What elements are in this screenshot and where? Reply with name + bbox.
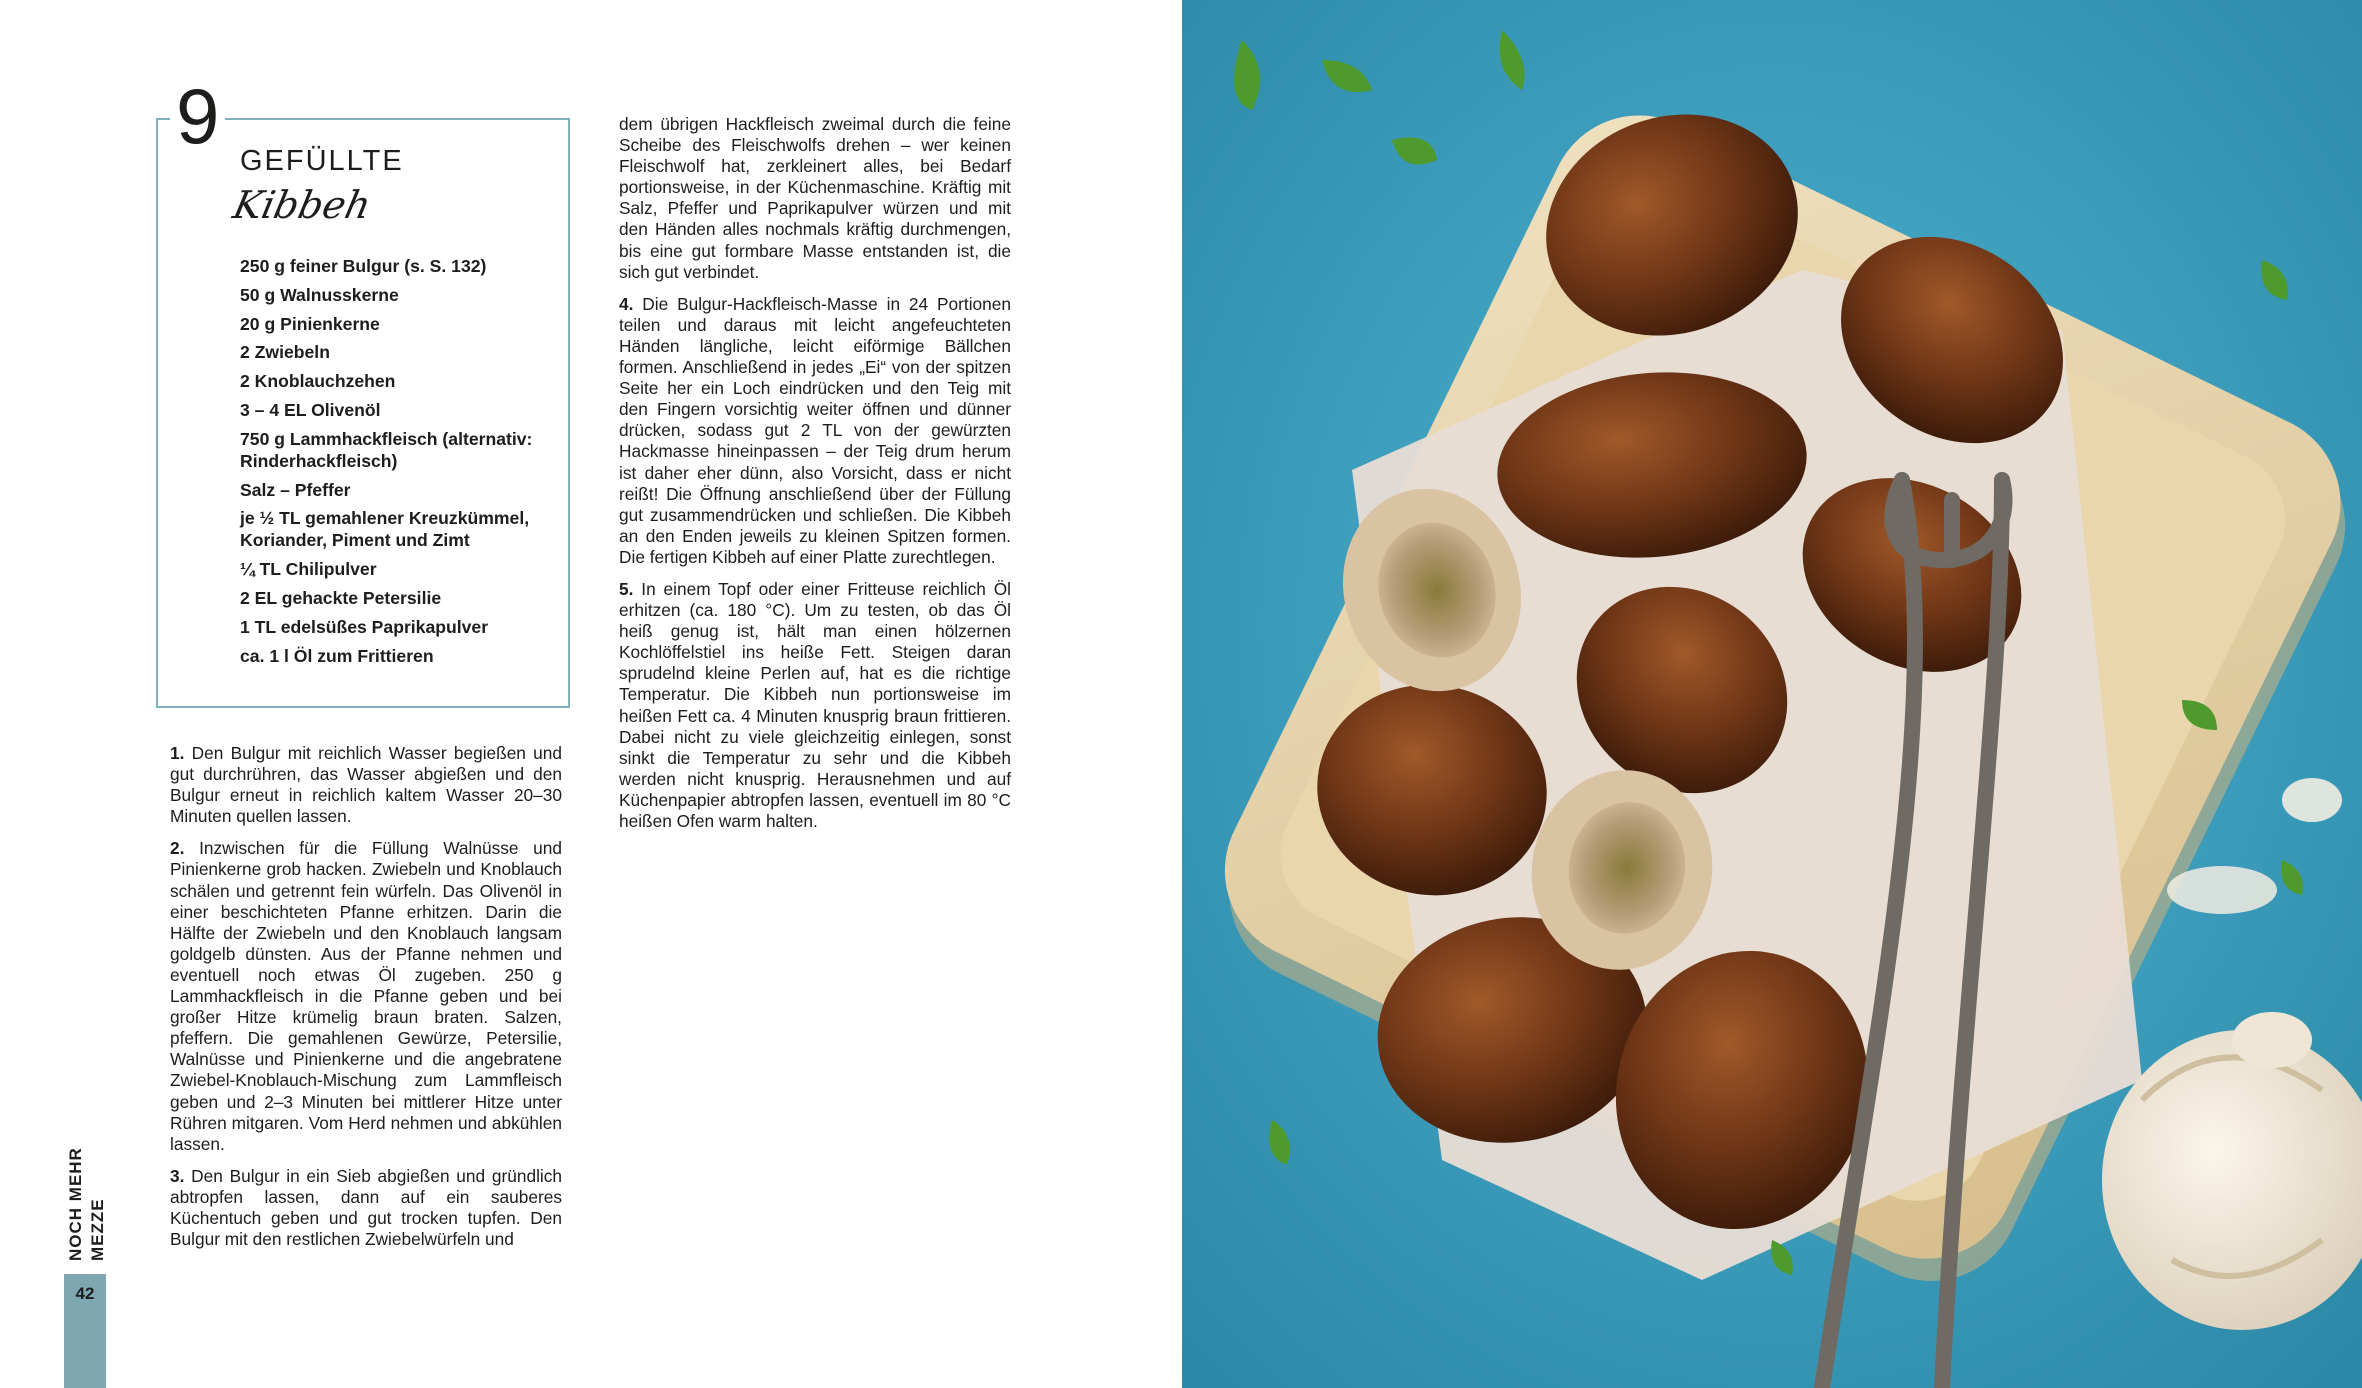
section-label (64, 1147, 108, 1265)
instructions-column-2 (619, 114, 1011, 843)
ingredient-item: 3 – 4 EL Olivenöl (240, 399, 381, 420)
ingredient-item: 50 g Walnusskerne (240, 284, 399, 305)
step-number: 3. (170, 1165, 185, 1186)
recipe-title: GEFÜLLTE (240, 145, 404, 177)
section-label-line1: NOCH MEHR (66, 1147, 85, 1261)
ingredient-item: 20 g Pinienkerne (240, 313, 380, 334)
ingredient-item: 2 EL gehackte Petersilie (240, 587, 442, 608)
ingredient-item: ¼ TL Chilipulver (240, 559, 377, 580)
ingredient-item: 750 g Lammhackfleisch (alternativ: Rinderhackfleisch) (240, 428, 533, 471)
ingredient-list (240, 255, 560, 673)
step-3-continued (619, 114, 1011, 283)
step-2 (170, 838, 562, 1154)
ingredient-item: 2 Zwiebeln (240, 342, 330, 363)
step-text: Den Bulgur in ein Sieb abgießen und gründlich abtropfen lassen, dann auf ein sauberes Küchentuch geben und gut trocken tupfen. Den Bulgur mit den restlichen Zwiebelwürfeln und (170, 1165, 562, 1250)
ingredient-item: Salz – Pfeffer (240, 479, 351, 500)
page-number: 42 (75, 1284, 95, 1303)
step-text: Den Bulgur mit reichlich Wasser begießen und gut durchrühren, das Wasser abgießen und den Bulgur erneut in reichlich kaltem Wasser 20–30 Minuten quellen lassen. (170, 743, 562, 827)
step-number: 2. (170, 838, 185, 859)
ingredient-item: ca. 1 l Öl zum Frittieren (240, 645, 434, 666)
step-text: In einem Topf oder einer Fritteuse reichlich Öl erhitzen (ca. 180 °C). Um zu testen, ob das Öl heiß genug ist, hält man einen hölzernen Kochlöffelstiel ins heiße Fett. Steigen daran sprudelnd kleine Perlen auf, hat es die richtige Temperatur. Die Kibbeh nun portionsweise im heißen Fett ca. 4 Minuten knusprig braun frittieren. Dabei nicht zu viele gleichzeitig einlegen, sonst sinkt die Temperatur zu sehr und die Kibbeh werden nicht knusprig. Herausnehmen und auf Küchenpapier abtropfen lassen, eventuell im 80 °C heißen Ofen warm halten. (619, 578, 1011, 831)
recipe-number: 9 (170, 76, 225, 156)
instructions-column-1 (170, 743, 562, 1261)
step-number: 4. (619, 293, 634, 314)
step-number: 5. (619, 578, 634, 599)
step-number: 1. (170, 743, 185, 763)
step-text: Inzwischen für die Füllung Walnüsse und Pinienkerne grob hacken. Zwiebeln und Knoblauch schälen und getrennt fein würfeln. Das Olivenöl in einer beschichteten Pfanne erhitzen. Darin die Hälfte der Zwiebeln und den Knoblauch langsam goldgelb dünsten. Aus der Pfanne nehmen und eventuell noch etwas Öl zugeben. 250 g Lammhackfleisch in die Pfanne geben und bei großer Hitze krümelig braun braten. Salzen, pfeffern. Die gemahlenen Gewürze, Petersilie, Walnüsse und Pinienkerne und die angebratene Zwiebel-Knoblauch-Mischung zum Lammfleisch geben und 2–3 Minuten bei mittlerer Hitze unter Rühren mitgaren. Vom Herd nehmen und abkühlen lassen. (170, 838, 562, 1154)
step-3 (170, 1166, 562, 1250)
step-5 (619, 579, 1011, 832)
step-text: dem übrigen Hackfleisch zweimal durch die feine Scheibe des Fleischwolfs drehen – wer keinen Fleischwolf hat, zerkleinert alles, bei Bedarf portionsweise, in der Küchenmaschine. Kräftig mit Salz, Pfeffer und Paprikapulver würzen und mit den Händen alles nochmals kräftig durchmengen, bis eine gut formbare Masse entstanden ist, die sich gut verbindet. (619, 114, 1011, 282)
ingredient-item: 1 TL edelsüßes Paprikapulver (240, 616, 489, 637)
section-label-line2: MEZZE (88, 1198, 107, 1261)
recipe-subtitle: Kibbeh (229, 183, 375, 227)
food-photo (1182, 0, 2362, 1388)
step-1 (170, 743, 562, 827)
ingredient-item: 250 g feiner Bulgur (s. S. 132) (240, 256, 487, 276)
step-4 (619, 294, 1011, 568)
step-text: Die Bulgur-Hackfleisch-Masse in 24 Portionen teilen und daraus mit leicht angefeuchteten Händen längliche, leicht eiförmige Bällchen formen. Anschließend in jedes „Ei“ von der spitzen Seite her ein Loch eindrücken und den Teig mit den Fingern vorsichtig weiter öffnen und dünner drücken, sodass gut 2 TL von der gewürzten Hackmasse hineinpassen – der Teig drum herum ist daher eher dünn, also Vorsicht, dass er nicht reißt! Die Öffnung anschließend über der Füllung gut zusammendrücken und schließen. Die Kibbeh an den Enden jeweils zu kleinen Spitzen formen. Die fertigen Kibbeh auf einer Platte zurechtlegen. (619, 293, 1011, 567)
page-tab (64, 1274, 106, 1388)
kibbeh-illustration (1182, 0, 2362, 1388)
ingredient-item: je ½ TL gemahlener Kreuzkümmel, Koriander, Piment und Zimt (240, 508, 530, 551)
ingredient-item: 2 Knoblauchzehen (240, 371, 396, 392)
